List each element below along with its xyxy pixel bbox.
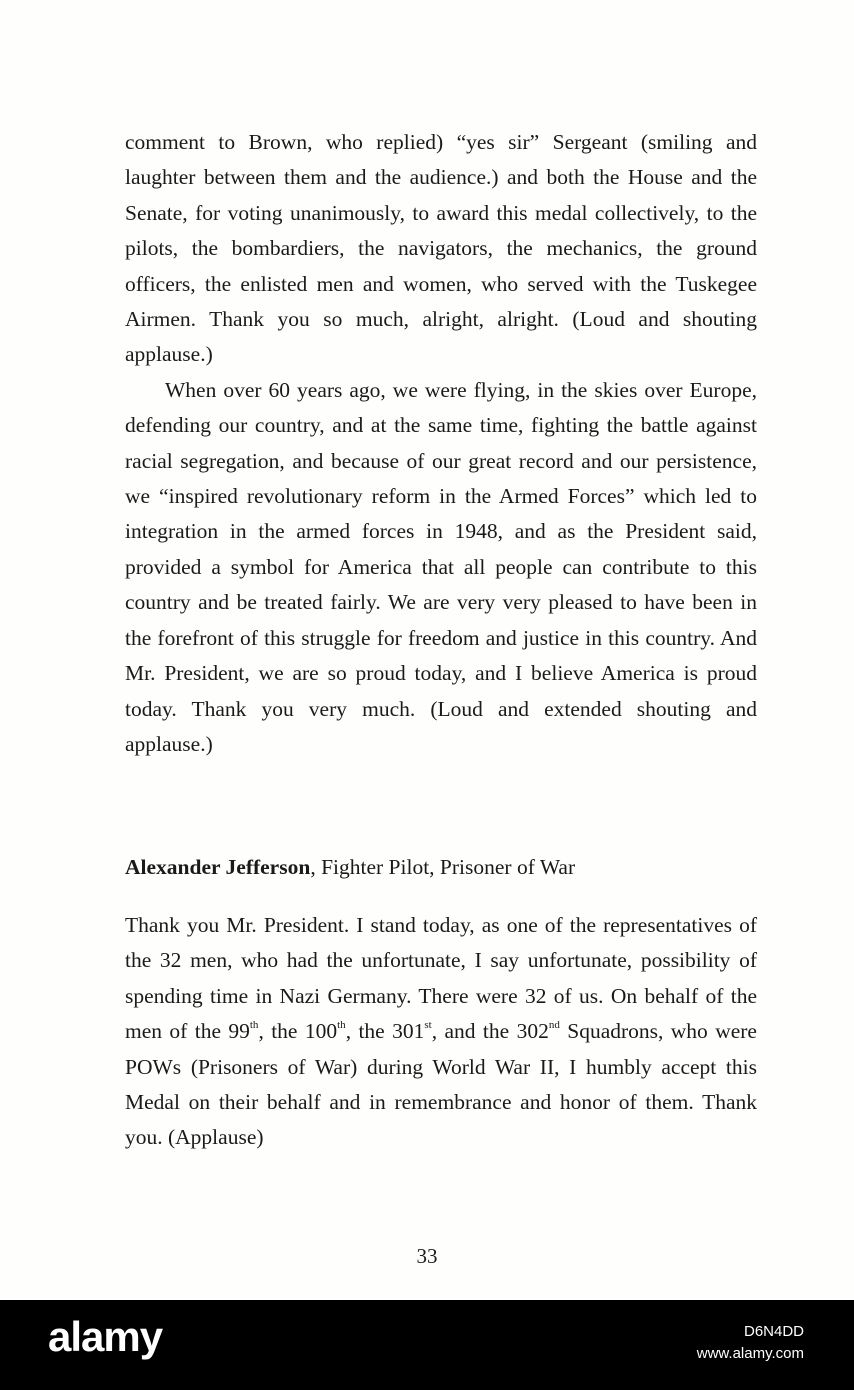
body-text-bottom bbox=[125, 908, 757, 1156]
text-run: , the 301 bbox=[345, 1019, 425, 1044]
watermark-logo: alamy bbox=[48, 1313, 163, 1360]
ordinal-suffix: th bbox=[249, 1019, 259, 1032]
paragraph: comment to Brown, who replied) “yes sir” Sergeant (smiling and laughter between them and the audience.) and both the House and the Senate, for voting unanimously, to award this medal collectively, to the pilots, the bombardiers, the navigators, the mechanics, the ground officers, the enlisted men and women, who served with the Tuskegee Airmen. Thank you so much, alright, alright. (Loud and shouting applause.) bbox=[125, 130, 757, 367]
text-run: , and the 302 bbox=[431, 1019, 549, 1044]
watermark-url: www.alamy.com bbox=[696, 1345, 804, 1362]
text-run: Thank you Mr. President. I stand today, as one of the representatives of the 32 men, who had the unfortunate, I say unfortunate, possibility of spending time in Nazi Germany. There were 32 of us. On behalf of the men of the 99 bbox=[125, 913, 757, 1044]
speaker-name: Alexander Jefferson bbox=[125, 855, 311, 879]
text-run: , the 100 bbox=[258, 1019, 338, 1044]
ordinal-suffix: th bbox=[337, 1019, 346, 1032]
speaker-role: , Fighter Pilot, Prisoner of War bbox=[310, 855, 576, 879]
paragraph bbox=[125, 908, 757, 1156]
watermark-image-id: D6N4DD bbox=[743, 1323, 804, 1340]
ordinal-suffix: st bbox=[424, 1019, 432, 1032]
paragraph: When over 60 years ago, we were flying, in the skies over Europe, defending our country, and at the same time, fighting the battle against racial segregation, and because of our great record and our persistence, we “inspired revolutionary reform in the Armed Forces” which led to integration in the armed forces in 1948, and as the President said, provided a symbol for America that all people can contribute to this country and be treated fairly. We are very very pleased to have been in the forefront of this struggle for freedom and justice in this country. And Mr. President, we are so proud today, and I believe America is proud today. Thank you very much. (Loud and extended shouting and applause.) bbox=[125, 377, 757, 756]
text-run: Squadrons, who were POWs (Prisoners of War) during World War II, I humbly accept this Medal on their behalf and in remembrance and honor of them. Thank you. (Applause) bbox=[125, 1019, 757, 1150]
ordinal-suffix: nd bbox=[548, 1019, 560, 1032]
page-number: 33 bbox=[416, 1244, 438, 1268]
speaker-heading bbox=[125, 850, 575, 885]
body-text-top bbox=[125, 125, 757, 762]
